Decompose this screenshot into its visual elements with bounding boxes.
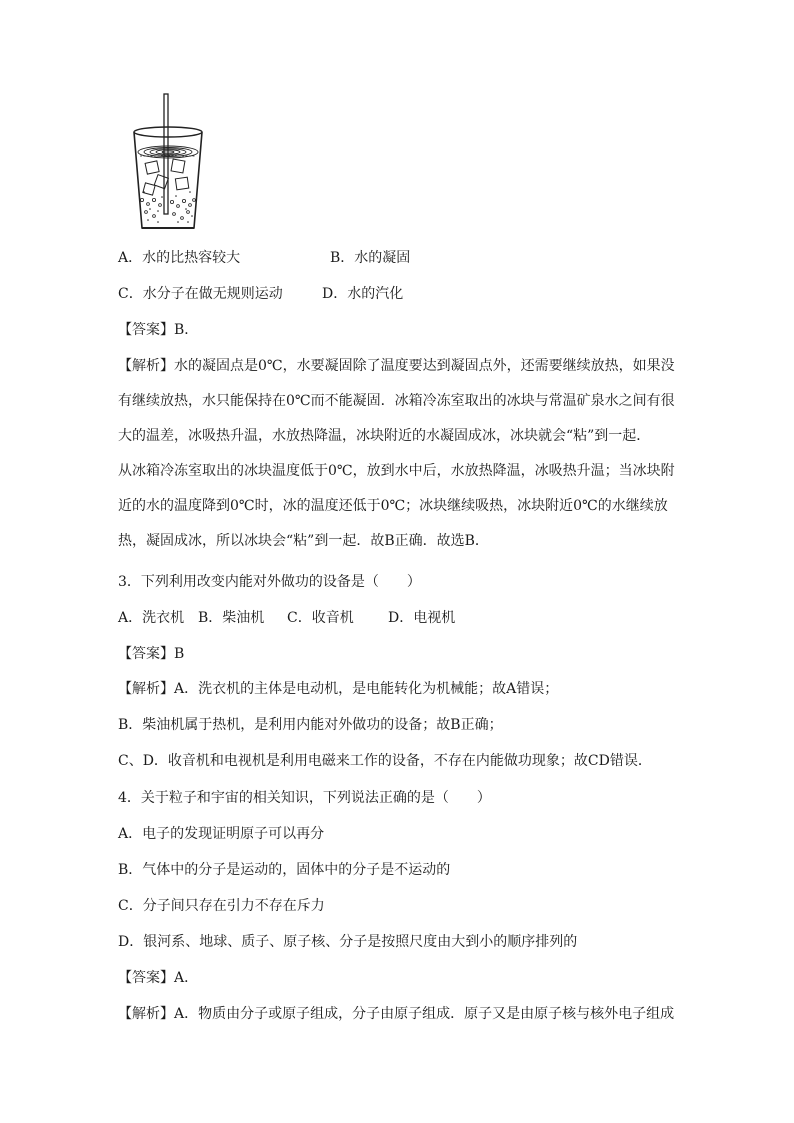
q4-analysis-line: 【解析】A．物质由分子或原子组成，分子由原子组成．原子又是由原子核与核外电子组成 — [118, 1006, 675, 1022]
q2-analysis-line: 近的水的温度降到0℃时，冰的温度还低于0℃；冰块继续吸热，冰块附近0℃的水继续放 — [118, 498, 668, 514]
q4-answer: 【答案】A． — [118, 970, 199, 986]
q2-option-c: C．水分子在做无规则运动 — [118, 286, 283, 302]
q4-option-d: D．银河系、地球、质子、原子核、分子是按照尺度由大到小的顺序排列的 — [118, 934, 578, 950]
q4-option-b: B．气体中的分子是运动的，固体中的分子是不运动的 — [118, 862, 451, 878]
q2-option-d: D．水的汽化 — [322, 286, 404, 302]
q2-analysis-line: 从冰箱冷冻室取出的冰块温度低于0℃，放到水中后，水放热降温，冰吸热升温；当冰块附 — [118, 463, 675, 479]
q4-question: 4．关于粒子和宇宙的相关知识，下列说法正确的是（ ） — [118, 790, 491, 806]
q4-option-c: C．分子间只存在引力不存在斥力 — [118, 898, 325, 914]
q2-analysis-line: 热，凝固成冰，所以冰块会“粘”到一起．故B正确．故选B． — [118, 533, 489, 549]
q3-analysis-line: C、D．收音机和电视机是利用电磁来工作的设备，不存在内能做功现象；故CD错误． — [118, 753, 652, 769]
q3-answer: 【答案】B — [118, 646, 185, 662]
q3-option-b: B．柴油机 — [198, 610, 265, 626]
q3-question: 3．下列利用改变内能对外做功的设备是（ ） — [118, 574, 421, 590]
q3-option-a: A．洗衣机 — [118, 610, 185, 626]
q3-analysis-line: B．柴油机属于热机，是利用内能对外做功的设备；故B正确； — [118, 717, 503, 733]
q3-option-d: D．电视机 — [388, 610, 456, 626]
q2-analysis-line: 有继续放热，水只能保持在0℃而不能凝固．冰箱冷冻室取出的冰块与常温矿泉水之间有很 — [118, 393, 675, 409]
glass-with-ice-and-straw-illustration — [128, 92, 208, 234]
q4-option-a: A．电子的发现证明原子可以再分 — [118, 826, 325, 842]
q3-analysis-line: 【解析】A．洗衣机的主体是电动机，是电能转化为机械能；故A错误； — [118, 681, 559, 697]
q2-option-b: B．水的凝固 — [330, 250, 411, 266]
q3-option-c: C．收音机 — [287, 610, 354, 626]
q2-analysis-line: 大的温差，冰吸热升温，水放热降温，冰块附近的水凝固成冰，冰块就会“粘”到一起． — [118, 428, 651, 444]
q2-analysis-line: 【解析】水的凝固点是0℃，水要凝固除了温度要达到凝固点外，还需要继续放热，如果没 — [118, 358, 675, 374]
q2-answer: 【答案】B． — [118, 322, 199, 338]
q2-option-a: A．水的比热容较大 — [118, 250, 241, 266]
